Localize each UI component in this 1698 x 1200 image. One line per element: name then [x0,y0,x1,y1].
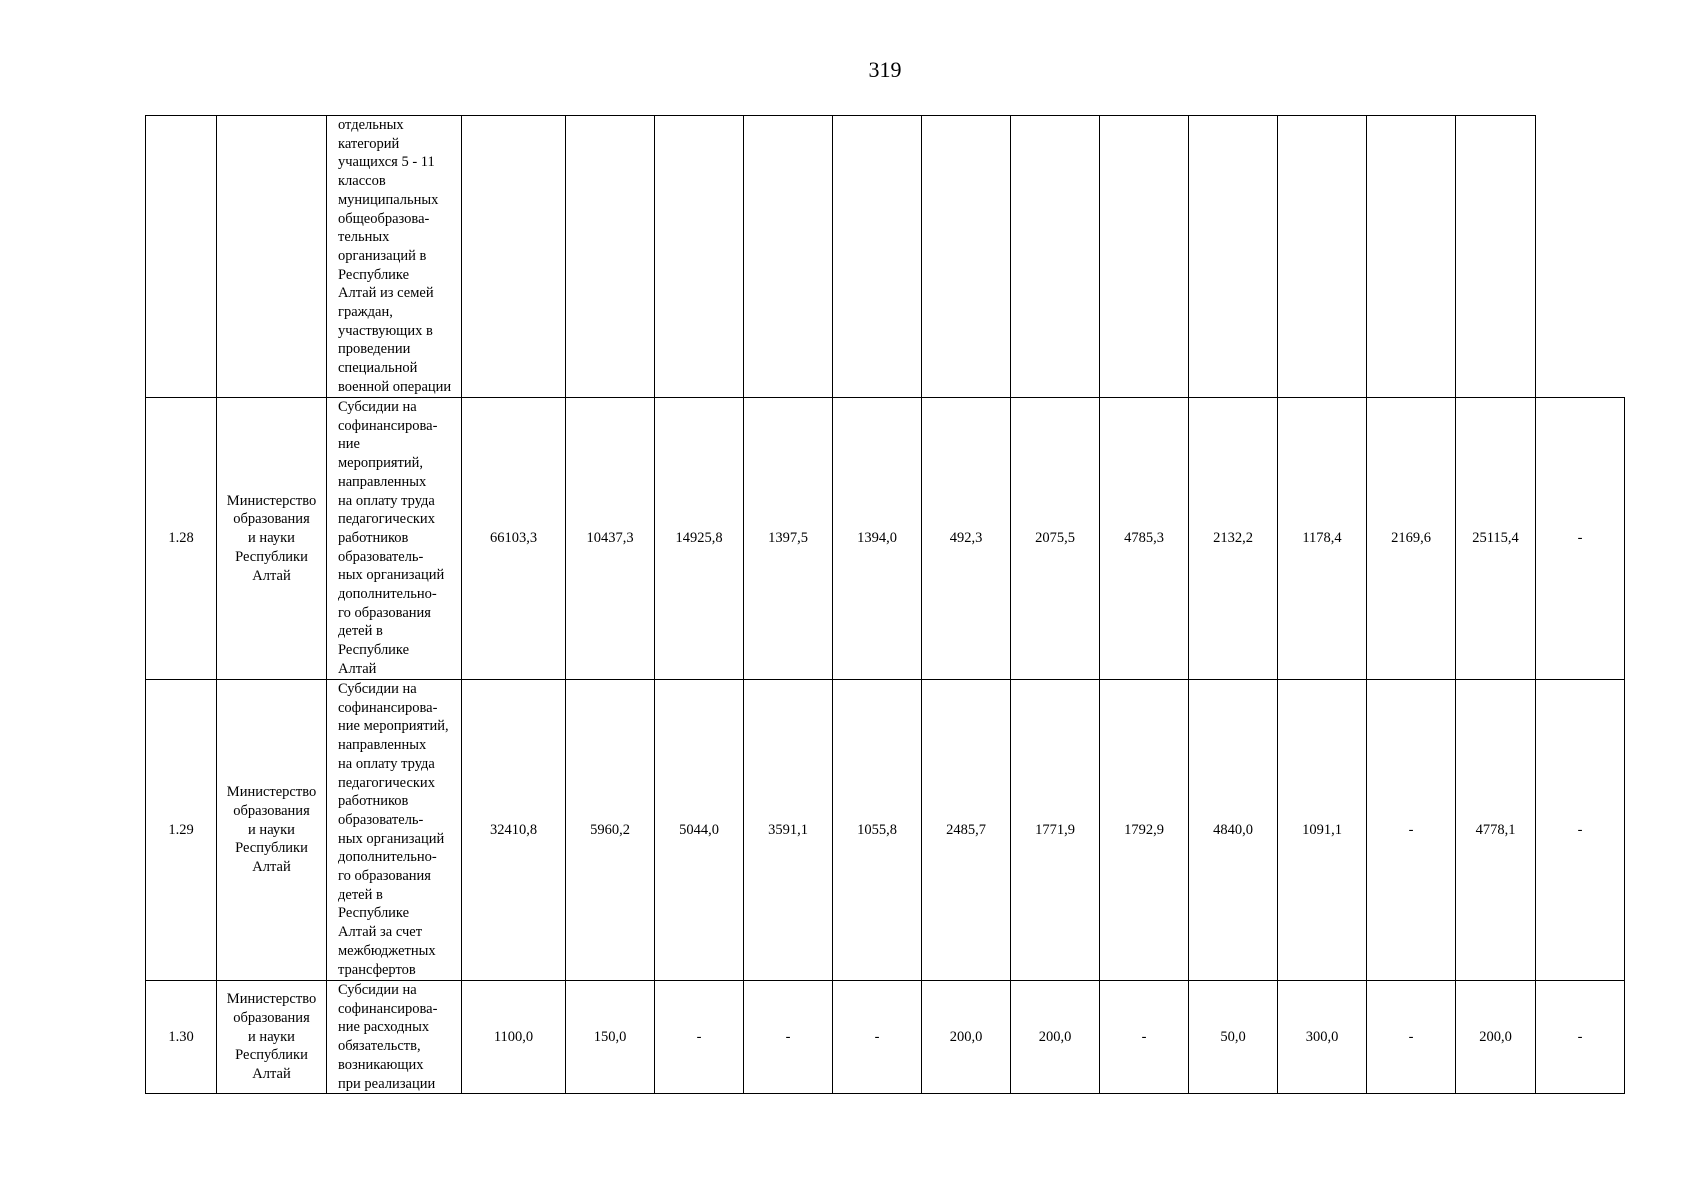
value-cell [833,116,922,398]
value-cell: 3591,1 [744,680,833,981]
value-cell: 14925,8 [655,398,744,680]
value-cell: 4785,3 [1100,398,1189,680]
value-cell: - [1100,981,1189,1094]
value-cell: 1397,5 [744,398,833,680]
value-cell: 10437,3 [566,398,655,680]
value-cell: 1100,0 [462,981,566,1094]
value-cell [1189,116,1278,398]
value-cell [1011,116,1100,398]
value-cell: 2169,6 [1367,398,1456,680]
row-number-cell: 1.28 [146,398,217,680]
value-cell [1100,116,1189,398]
value-cell: - [1536,981,1625,1094]
row-number-cell [146,116,217,398]
description-cell: Субсидии на софинансирова- ние мероприятий, направленных на оплату труда педагогических работников образователь- ных организаций дополнительно- го образования детей в Республике Алтай [327,398,462,680]
value-cell: - [1367,680,1456,981]
value-cell: 1394,0 [833,398,922,680]
budget-table [145,115,1625,1094]
value-cell: 200,0 [922,981,1011,1094]
value-cell [566,116,655,398]
value-cell: 2132,2 [1189,398,1278,680]
value-cell: 2485,7 [922,680,1011,981]
value-cell: 300,0 [1278,981,1367,1094]
value-cell: 492,3 [922,398,1011,680]
value-cell [922,116,1011,398]
table-row [146,398,1625,680]
description-cell: отдельных категорий учащихся 5 - 11 классов муниципальных общеобразова- тельных организаций в Республике Алтай из семей граждан, участвующих в проведении специальной военной операции [327,116,462,398]
value-cell [462,116,566,398]
value-cell: 1771,9 [1011,680,1100,981]
value-cell: 4778,1 [1456,680,1536,981]
table-row [146,680,1625,981]
description-cell: Субсидии на софинансирова- ние мероприятий, направленных на оплату труда педагогических работников образователь- ных организаций дополнительно- го образования детей в Республике Алтай за счет межбюджетных трансфертов [327,680,462,981]
value-cell [1367,116,1456,398]
value-cell [744,116,833,398]
description-cell: Субсидии на софинансирова- ние расходных обязательств, возникающих при реализации [327,981,462,1094]
value-cell: 1091,1 [1278,680,1367,981]
value-cell [655,116,744,398]
value-cell: 200,0 [1011,981,1100,1094]
value-cell: - [1536,398,1625,680]
value-cell: 200,0 [1456,981,1536,1094]
value-cell: 1792,9 [1100,680,1189,981]
value-cell: - [744,981,833,1094]
value-cell: - [833,981,922,1094]
page-number: 319 [868,57,902,82]
organization-cell: Министерство образования и науки Республики Алтай [217,398,327,680]
value-cell: 25115,4 [1456,398,1536,680]
value-cell: - [655,981,744,1094]
value-cell: 32410,8 [462,680,566,981]
value-cell: 1178,4 [1278,398,1367,680]
value-cell: 5044,0 [655,680,744,981]
value-cell [1456,116,1536,398]
row-number-cell: 1.29 [146,680,217,981]
organization-cell: Министерство образования и науки Республики Алтай [217,981,327,1094]
organization-cell [217,116,327,398]
value-cell [1278,116,1367,398]
value-cell: 1055,8 [833,680,922,981]
value-cell: 150,0 [566,981,655,1094]
organization-cell: Министерство образования и науки Республики Алтай [217,680,327,981]
value-cell: 50,0 [1189,981,1278,1094]
value-cell: 66103,3 [462,398,566,680]
row-number-cell: 1.30 [146,981,217,1094]
value-cell: 4840,0 [1189,680,1278,981]
table-row [146,981,1625,1094]
value-cell: - [1536,680,1625,981]
value-cell: - [1367,981,1456,1094]
value-cell: 2075,5 [1011,398,1100,680]
table-row [146,116,1625,398]
value-cell: 5960,2 [566,680,655,981]
